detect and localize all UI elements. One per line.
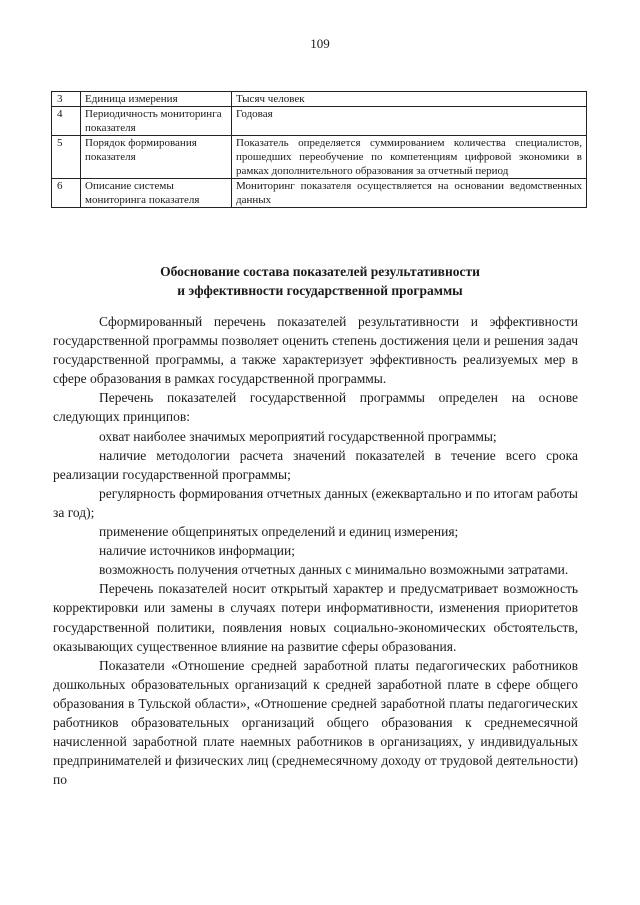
row-name: Описание системы мониторинга показателя [81, 179, 232, 208]
indicator-passport-table [51, 91, 587, 208]
table-row [52, 136, 587, 179]
row-number: 4 [52, 107, 81, 136]
table-row [52, 179, 587, 208]
row-number: 3 [52, 92, 81, 107]
list-item: возможность получения отчетных данных с минимально возможными затратами. [99, 562, 569, 578]
row-name: Единица измерения [81, 92, 232, 107]
paragraph: Показатели «Отношение средней заработной платы педагогических работников дошкольных образовательных организаций к средней заработной плате в сфере общего образования в Тульской области», «Отношение средней заработной платы педагогических работников образовательных организаций общего образования к среднемесячной начисленной заработной плате наемных работников в организациях, у индивидуальных предпринимателей и физических лиц (среднемесячному доходу от трудовой деятельности) по [53, 657, 578, 788]
table-row [52, 92, 587, 107]
list-item: наличие методологии расчета значений показателей в течение всего срока реализации государственной программы; [53, 447, 578, 482]
row-value: Тысяч человек [232, 92, 587, 107]
list-item: охват наиболее значимых мероприятий государственной программы; [99, 428, 497, 444]
section-heading-line: Обоснование состава показателей результативности [160, 264, 480, 279]
section-heading-line: и эффективности государственной программы [177, 283, 463, 298]
row-value: Годовая [232, 107, 587, 136]
row-number: 6 [52, 179, 81, 208]
list-item: применение общепринятых определений и единиц измерения; [99, 524, 459, 540]
page-number: 109 [310, 36, 330, 51]
row-value: Мониторинг показателя осуществляется на основании ведомственных данных [232, 179, 587, 208]
row-name: Порядок формирования показателя [81, 136, 232, 179]
list-item: регулярность формирования отчетных данных (ежеквартально и по итогам работы за год); [53, 485, 578, 520]
document-body [53, 312, 578, 789]
paragraph: Сформированный перечень показателей результативности и эффективности государственной программы позволяет оценить степень достижения цели и решения задач государственной программы, а также характеризует эффективность реализуемых мер в сфере образования в рамках государственной программы. [53, 314, 578, 387]
list-item: наличие источников информации; [99, 543, 295, 559]
row-name: Периодичность мониторинга показателя [81, 107, 232, 136]
paragraph: Перечень показателей государственной программы определен на основе следующих принципов: [53, 390, 578, 425]
section-heading [0, 262, 640, 300]
table-row [52, 107, 587, 136]
row-value: Показатель определяется суммированием количества специалистов, прошедших переобучение по компетенциям цифровой экономики в рамках дополнительного образования за отчетный период [232, 136, 587, 179]
paragraph: Перечень показателей носит открытый характер и предусматривает возможность корректировки или замены в случаях потери информативности, изменения приоритетов государственной политики, появления новых социально-экономических обстоятельств, оказывающих существенное влияние на развитие сферы образования. [53, 581, 578, 654]
row-number: 5 [52, 136, 81, 179]
